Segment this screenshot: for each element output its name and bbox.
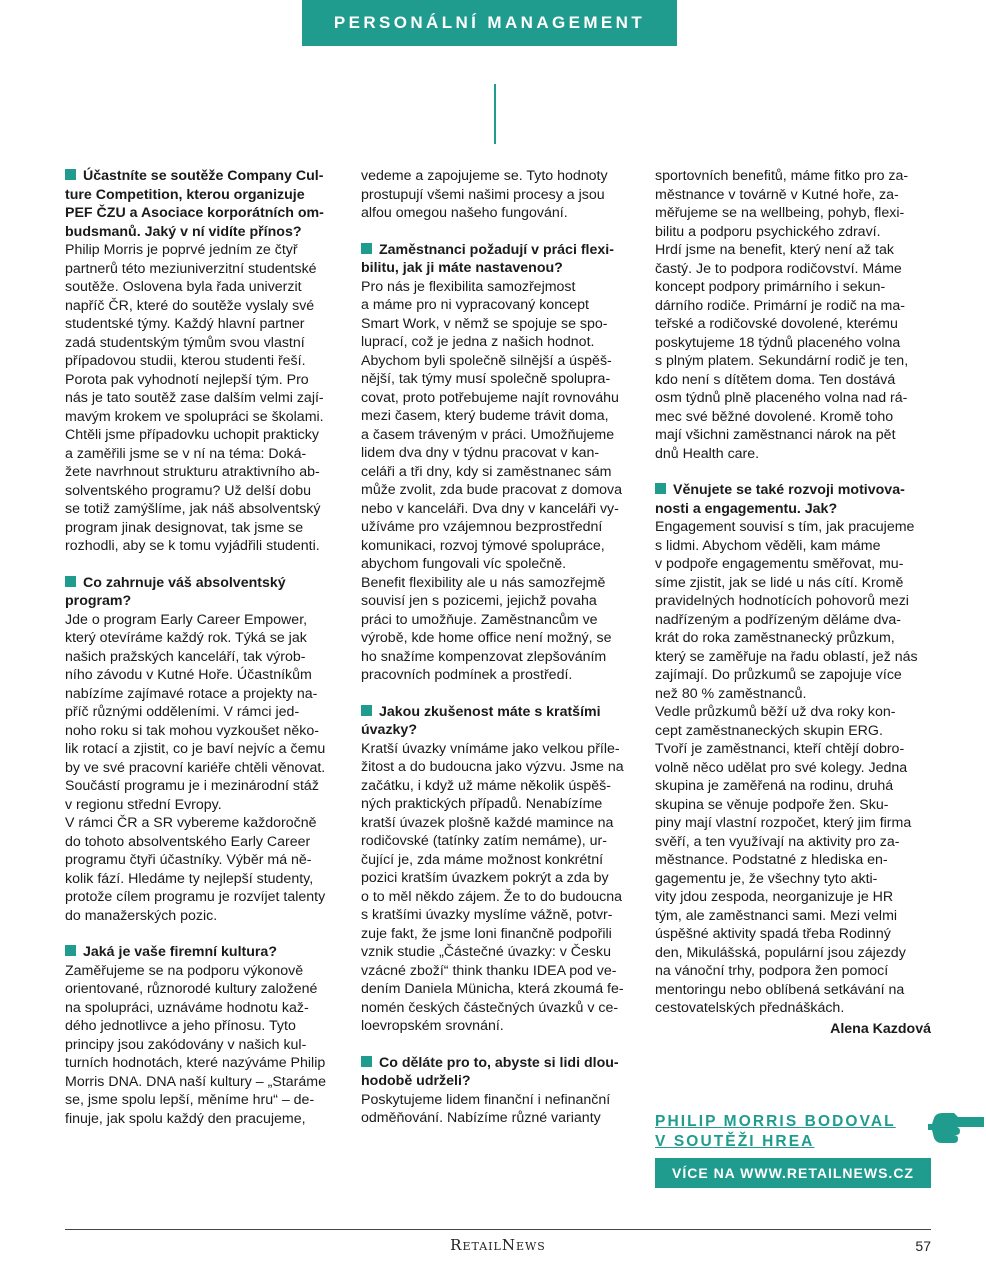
text-line: s kratšími úvazky myslíme vážně, potvr-: [361, 907, 613, 923]
text-line: vzácné zboží“ think thanku IDEA pod ve-: [361, 962, 617, 979]
text-line: turních hodnotách, které nazýváme Philip: [65, 1055, 326, 1071]
text-line: den, Mikulášská, populární jsou zájezdy: [655, 944, 906, 961]
text-line: abychom fungovali víc společně.: [361, 556, 567, 572]
text-line: prostupují všemi našimi procesy a jsou: [361, 186, 605, 203]
text-line: napříč ČR, které do soutěže vyslaly své: [65, 297, 315, 314]
promo-link-line: PHILIP MORRIS BODOVAL: [655, 1113, 896, 1130]
text-line: rodičovské (tatínky zatím nemáme), ur-: [361, 833, 607, 849]
text-line: a zaměřili jsme se v ní na téma: Doká-: [65, 445, 307, 462]
text-line: Chtěli jsme případovku uchopit prakticky: [65, 427, 319, 443]
text-line: městnance. Podstatné z hlediska en-: [655, 852, 888, 868]
paragraph: [655, 167, 931, 463]
paragraph: [65, 611, 340, 926]
text-line: by ve své pracovní kariéře chtěli věnovat.: [65, 759, 326, 776]
question-heading: [655, 481, 931, 518]
text-line: který se zaměřuje na řadu oblastí, jež nás: [655, 648, 918, 665]
text-line: principy jsou zakódovány v našich kul-: [65, 1036, 307, 1053]
text-line: začátku, i když už máme několik úspěš-: [361, 777, 611, 794]
text-line: o to měl někdo zájem. Že to do budoucna: [361, 888, 623, 905]
text-line: lidem dva dny v týdnu pracovat v kan-: [361, 445, 600, 461]
text-line: komunikaci, rozvoj týmové spolupráce,: [361, 537, 605, 554]
text-line: kdo není s dítětem doma. Ten dostává: [655, 371, 896, 388]
promo-button-label: VÍCE NA WWW.RETAILNEWS.CZ: [672, 1165, 914, 1181]
text-line: orientované, různorodé kultury založené: [65, 981, 318, 997]
text-line: a máme pro ni vypracovaný koncept: [361, 297, 589, 313]
paragraph: [655, 518, 931, 1018]
paragraph-gap: [361, 685, 635, 703]
text-line: vznik studie „Částečné úvazky: v Česku: [361, 944, 611, 960]
text-line: a časem tráveným v práci. Umožňujeme: [361, 426, 615, 443]
text-line: dením Daniela Münicha, která zkoumá fe-: [361, 981, 624, 997]
text-line: alfou omegou našeho fungování.: [361, 205, 568, 221]
text-line: Alena Kazdová: [830, 1020, 931, 1037]
square-bullet-icon: [361, 1056, 372, 1067]
page-number: 57: [915, 1238, 931, 1254]
footer-rule: [65, 1229, 931, 1230]
text-line: v podpoře engagementu směřovat, mu-: [655, 556, 904, 572]
text-line: soutěže. Oslovena byla řada univerzit: [65, 279, 302, 295]
text-line: do manažerských pozic.: [65, 907, 218, 924]
text-line: Vedle průzkumů běží už dva roky kon-: [655, 704, 896, 720]
text-line: žitost a do budoucna jako výzvu. Jsme na: [361, 759, 624, 775]
text-line: skupina se věnuje podpoře žen. Sku-: [655, 796, 889, 813]
text-line: protože cílem programu je rozvíjet talenty: [65, 889, 326, 905]
text-line: s plným platem. Sekundární rodič je ten,: [655, 353, 909, 369]
paragraph: [361, 167, 635, 223]
text-line: Co zahrnuje váš absolventský: [83, 574, 286, 591]
text-line: než 80 % zaměstnanců.: [655, 685, 807, 702]
text-line: kolik fází. Hledáme ty nejlepší studenty,: [65, 870, 314, 887]
promo-link[interactable]: [655, 1112, 931, 1152]
text-line: nosti a engagementu. Jak?: [655, 500, 838, 517]
text-line: vedeme a zapojujeme se. Tyto hodnoty: [361, 168, 608, 184]
text-line: poskytujeme 18 týdnů placeného volna: [655, 334, 901, 351]
text-line: pracovních podmínek a prostředí.: [361, 667, 573, 683]
text-line: gagementu je, že všechny tyto akti-: [655, 870, 878, 887]
text-line: Abychom byli společně silnější a úspěš-: [361, 352, 612, 369]
paragraph: [361, 278, 635, 685]
text-line: síme zjistit, jak se lidé u nás cítí. Kromě: [655, 574, 904, 591]
paragraph-gap: [361, 223, 635, 241]
text-line: program jinak designovat, tak jsme se: [65, 519, 304, 536]
text-line: Co děláte pro to, abyste si lidi dlou-: [379, 1054, 619, 1071]
text-line: dnů Health care.: [655, 445, 760, 462]
text-line: nabízíme zajímavé rotace a projekty na-: [65, 685, 318, 702]
text-line: Philip Morris je poprvé jedním ze čtyř: [65, 242, 298, 258]
text-line: mec své běžné dovolené. Kromě toho: [655, 408, 894, 425]
question-heading: [361, 703, 635, 740]
text-line: V rámci ČR a SR vybereme každoročně: [65, 815, 317, 831]
text-line: Zaměstnanci požadují v práci flexi-: [379, 241, 614, 258]
text-line: našich pražských kanceláří, tak výrob-: [65, 648, 306, 665]
text-line: na vánoční trhy, podpora žen pomocí: [655, 963, 889, 979]
text-line: koncept podpory primárního i sekun-: [655, 279, 886, 295]
text-line: Zaměřujeme se na podporu výkonově: [65, 962, 304, 979]
text-line: do tohoto absolventského Early Career: [65, 833, 311, 850]
paragraph-gap: [65, 925, 340, 943]
paragraph: [361, 740, 635, 1036]
text-line: výrobě, kde home office není možný, se: [361, 630, 612, 646]
paragraph-gap: [655, 463, 931, 481]
text-line: piny mají vlastní rozpočet, který jim firma: [655, 815, 912, 831]
text-line: krát do roka zaměstnanecký průzkum,: [655, 630, 895, 646]
text-line: Účastníte se soutěže Company Cul-: [83, 168, 324, 184]
text-line: finuje, jak spolu každý den pracujeme,: [65, 1110, 306, 1127]
text-line: Morris DNA. DNA naší kultury – „Staráme: [65, 1073, 326, 1090]
text-line: v regionu střední Evropy.: [65, 796, 222, 813]
text-line: Poskytujeme lidem finanční i nefinanční: [361, 1091, 611, 1108]
section-banner: [302, 0, 677, 46]
text-line: na spolupráci, uznáváme hodnotu kaž-: [65, 999, 309, 1016]
text-line: měřujeme se na wellbeing, pohyb, flexi-: [655, 205, 905, 221]
text-line: budsmanů. Jaký v ní vidíte přínos?: [65, 223, 302, 240]
text-line: rozhodli, aby se k tomu vyjádřili studenti.: [65, 538, 320, 554]
text-line: ture Competition, kterou organizuje: [65, 186, 305, 203]
text-line: solventského programu? Už delší dobu: [65, 482, 312, 499]
text-line: vity jdou zespoda, neorganizuje je HR: [655, 889, 894, 905]
text-line: nější, tak týmy musí společně spolupra-: [361, 371, 611, 387]
text-line: skupina je zaměřená na rodinu, druhá: [655, 778, 894, 794]
text-line: užíváme pro vzájemnou bezprostřední: [361, 519, 603, 535]
accent-divider: [494, 84, 496, 144]
question-heading: [65, 943, 340, 962]
paragraph-gap: [361, 1036, 635, 1054]
text-line: nadřízeným a podřízeným děláme dva-: [655, 611, 902, 628]
text-line: cestovatelských přednáškách.: [655, 1000, 845, 1016]
text-line: Tvoří je zaměstnanci, kteří chtějí dobro-: [655, 741, 905, 757]
text-line: městnance v továrně v Kutné hoře, za-: [655, 186, 899, 203]
promo-block: [655, 1112, 931, 1152]
text-line: celáři a tři dny, kdy si zaměstnanec sám: [361, 463, 612, 480]
text-line: Pro nás je flexibilita samozřejmost: [361, 278, 576, 295]
pointing-hand-icon: [928, 1108, 986, 1146]
square-bullet-icon: [361, 705, 372, 716]
text-line: nás je tato soutěž zase dalším velmi zají-: [65, 390, 324, 406]
text-line: mají všichni zaměstnanci nárok na pět: [655, 427, 896, 443]
text-line: zuje fakt, že jsme loni finančně podpořili: [361, 925, 612, 942]
text-line: pozici kratším úvazkem pokrýt a zda by: [361, 870, 609, 886]
text-line: úvazky?: [361, 722, 417, 738]
text-line: který otevíráme každý rok. Týká se jak: [65, 630, 307, 646]
text-line: Jde o program Early Career Empower,: [65, 611, 308, 628]
text-line: ho snažíme kompenzovat zlepšováním: [361, 648, 607, 665]
footer-logo: RetailNews: [450, 1236, 546, 1254]
text-line: Porota pak vyhodnotí nejlepší tým. Pro: [65, 371, 309, 388]
text-line: studentské týmy. Každý hlavní partner: [65, 316, 305, 332]
question-heading: [361, 1054, 635, 1091]
text-line: s lidmi. Abychom věděli, kam máme: [655, 537, 881, 554]
text-line: bilitu, jak ji máte nastavenou?: [361, 260, 563, 276]
text-line: případovou studii, kterou studenti řeší.: [65, 353, 306, 369]
square-bullet-icon: [65, 576, 76, 587]
text-line: ního závodu v Kutné Hoře. Účastníkům: [65, 667, 312, 683]
section-title: PERSONÁLNÍ MANAGEMENT: [333, 13, 646, 32]
question-heading: [361, 241, 635, 278]
text-line: Smart Work, v němž se spojuje se spo-: [361, 315, 608, 332]
text-line: covat, proto potřebujeme najít rovnováhu: [361, 389, 619, 406]
text-line: Hrdí jsme na benefit, který není až tak: [655, 242, 894, 258]
text-line: dárního rodiče. Primární je rodič na ma-: [655, 297, 905, 314]
text-line: souvisí jen s pozicemi, jejichž povaha: [361, 593, 597, 609]
promo-button[interactable]: [655, 1158, 931, 1188]
text-line: pravidelných hodnotících pohovorů mezi: [655, 593, 909, 609]
text-line: partnerů této meziuniverzitní studentské: [65, 260, 317, 277]
text-line: svěří, a ten využívají na aktivity pro za-: [655, 833, 900, 850]
text-line: se, jsme spolu lepší, měníme hru“ – de-: [65, 1092, 315, 1108]
text-line: se totiž zamýšlíme, jak náš absolventský: [65, 501, 321, 517]
text-line: bilitu a podporu psychického zdraví.: [655, 223, 881, 240]
text-line: Jakou zkušenost máte s kratšími: [379, 703, 601, 720]
text-line: loevropském srovnání.: [361, 1018, 504, 1034]
paragraph: [65, 241, 340, 556]
square-bullet-icon: [65, 169, 76, 180]
article-column-1: [65, 167, 340, 1128]
text-line: tým, ale zaměstnanci sami. Mezi velmi: [655, 907, 898, 924]
article-column-3: [655, 167, 931, 1038]
square-bullet-icon: [65, 945, 76, 956]
text-line: sportovních benefitů, máme fitko pro za-: [655, 168, 909, 184]
text-line: Engagement souvisí s tím, jak pracujeme: [655, 519, 915, 535]
text-line: častý. Je to podpora rodičovství. Máme: [655, 260, 902, 277]
promo-link-line: V SOUTĚŽI HREA: [655, 1133, 815, 1150]
text-line: nomén českých částečných úvazků v ce-: [361, 999, 619, 1016]
text-line: programu čtyři účastníky. Výběr má ně-: [65, 852, 312, 868]
text-line: Benefit flexibility ale u nás samozřejmě: [361, 574, 606, 591]
text-line: zajímají. Do průzkumů se zapojuje více: [655, 667, 902, 683]
text-line: hodobě udrželi?: [361, 1073, 471, 1089]
text-line: program?: [65, 593, 132, 609]
text-line: PEF ČZU a Asociace korporátních om-: [65, 205, 324, 221]
text-line: osm týdnů plně placeného volna nad rá-: [655, 390, 908, 406]
question-heading: [65, 574, 340, 611]
text-line: mezi časem, který budeme trávit doma,: [361, 408, 609, 424]
text-line: luprací, což je jedna z našich hodnot.: [361, 334, 595, 350]
text-line: teřské a rodičovské dovolené, kterému: [655, 316, 898, 332]
text-line: volně něco udělat pro své kolegy. Jedna: [655, 759, 908, 776]
text-line: čující je, zda máme možnost konkrétní: [361, 851, 604, 868]
paragraph: [65, 962, 340, 1129]
text-line: nebo v kanceláři. Dva dny v kanceláři vy-: [361, 500, 619, 517]
article-column-2: [361, 167, 635, 1128]
text-line: Kratší úvazky vnímáme jako velkou příle-: [361, 740, 620, 757]
text-line: žete navrhnout strukturu atraktivního ab-: [65, 464, 320, 480]
square-bullet-icon: [361, 243, 372, 254]
text-line: dého jednotlivce a jeho přínosu. Tyto: [65, 1018, 296, 1034]
text-line: Věnujete se také rozvoji motivova-: [673, 482, 905, 498]
text-line: Jaká je vaše firemní kultura?: [83, 944, 277, 960]
text-line: odměňování. Nabízíme různé varianty: [361, 1110, 601, 1126]
text-line: mavým krokem ve spolupráci se školami.: [65, 408, 324, 425]
text-line: Součástí programu je i mezinárodní stáž: [65, 778, 319, 794]
text-line: práci to umožňuje. Zaměstnancům ve: [361, 611, 598, 628]
square-bullet-icon: [655, 483, 666, 494]
text-line: mentoringu nebo oblíbená setkávání na: [655, 981, 905, 998]
text-line: příč různými odděleními. V rámci jed-: [65, 704, 300, 720]
question-heading: [65, 167, 340, 241]
paragraph-gap: [65, 556, 340, 574]
text-line: ných praktických případů. Nenabízíme: [361, 796, 603, 812]
text-line: cept zaměstnaneckých skupin ERG.: [655, 722, 883, 739]
text-line: zadá studentským týmům svou vlastní: [65, 334, 305, 351]
text-line: lik rotací a zjistit, co je baví nejvíc a čemu: [65, 741, 326, 757]
text-line: může zvolit, zda bude pracovat z domova: [361, 482, 623, 498]
paragraph: [361, 1091, 635, 1128]
text-line: noho roku si tak mohou vyzkoušet něko-: [65, 722, 319, 739]
text-line: úspěšné aktivity spadá třeba Rodinný: [655, 926, 891, 942]
text-line: kratší úvazek plošně každé mamince na: [361, 814, 614, 831]
author-name: [655, 1020, 931, 1039]
